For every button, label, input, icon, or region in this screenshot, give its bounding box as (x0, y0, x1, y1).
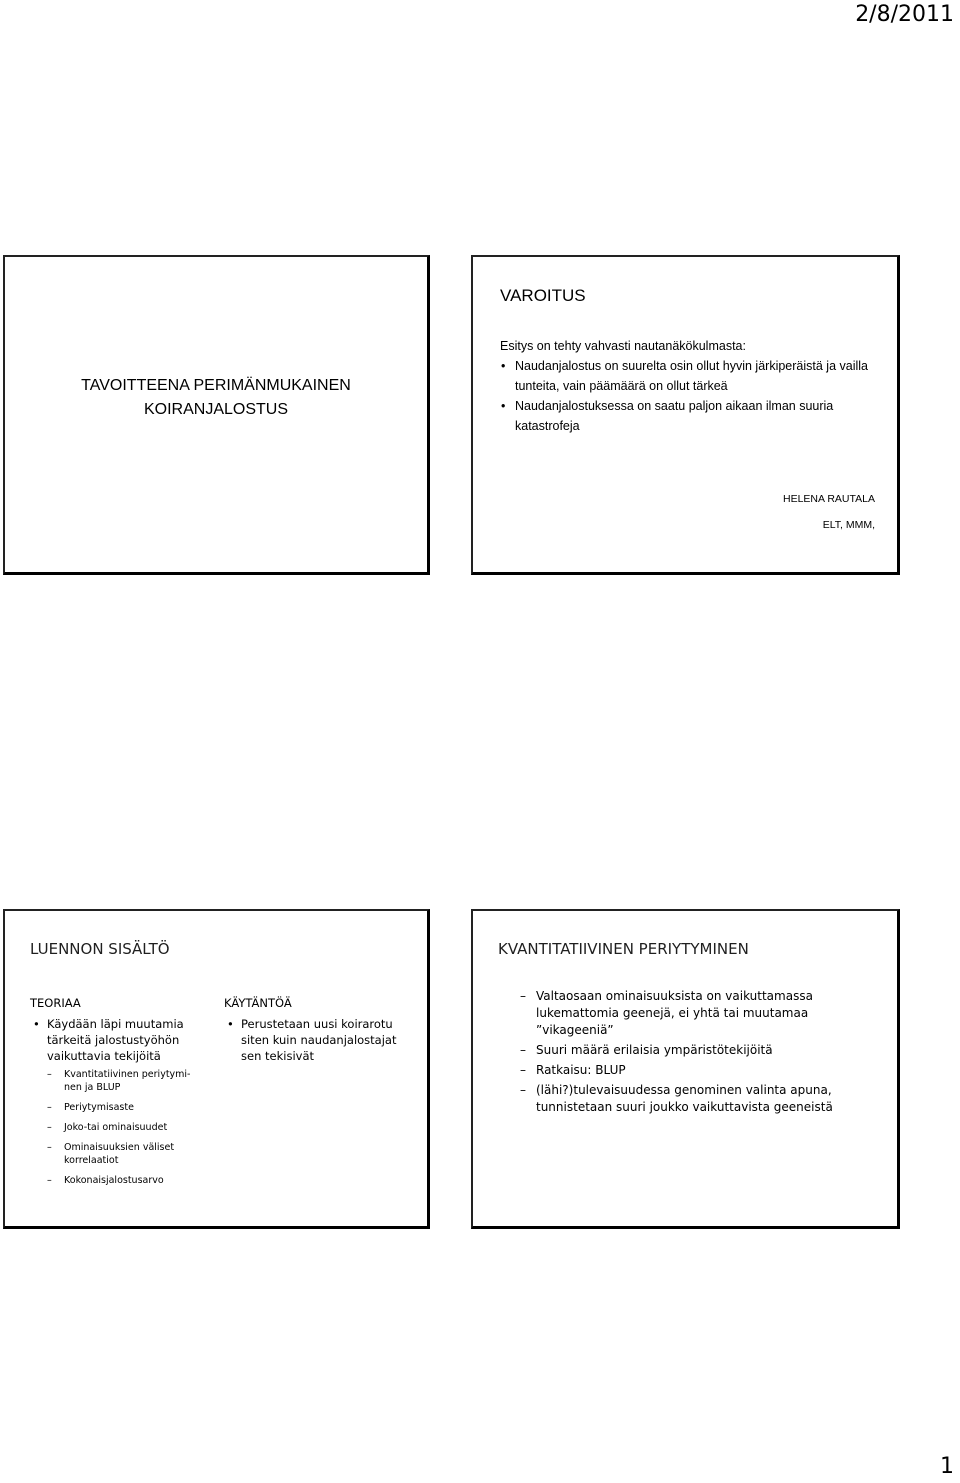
bullet-icon: • (501, 359, 506, 373)
sub-item (30, 1101, 205, 1114)
dash-icon: – (520, 1043, 526, 1057)
list-item (520, 988, 850, 1039)
dash-icon: – (47, 1175, 52, 1186)
slide-warning (471, 255, 900, 575)
bullet-item (500, 356, 880, 396)
bullet-text: Naudanjalostus on suurelta osin ollut hyvin järkiperäistä ja vailla tunteita, vain päämäärä on ollut tärkeä (515, 359, 868, 393)
author-credentials: ELT, MMM, (822, 519, 875, 531)
bullet-item (30, 1016, 205, 1064)
slide-title (5, 374, 427, 422)
bullet-text: Käydään läpi muutamia tärkeitä jalostustyöhön vaikuttavia tekijöitä (47, 1017, 184, 1063)
sub-item-text: Kokonaisjalostusarvo (64, 1175, 164, 1186)
list-item-text: Suuri määrä erilaisia ympäristötekijöitä (536, 1043, 773, 1057)
dash-icon: – (47, 1069, 52, 1080)
item-list (520, 988, 850, 1119)
author-block (783, 486, 875, 538)
slide-heading: VAROITUS (500, 286, 586, 305)
slide-heading: LUENNON SISÄLTÖ (30, 940, 170, 958)
sub-item (30, 1121, 205, 1134)
slide-contents (3, 909, 430, 1229)
slide-title-page (3, 255, 430, 575)
sub-item (30, 1141, 205, 1167)
sub-item-text: Joko-tai ominaisuudet (64, 1122, 168, 1133)
page-date: 2/8/2011 (855, 2, 954, 27)
bullet-icon: • (227, 1017, 234, 1031)
sub-item-text: Periytymisaste (64, 1102, 134, 1113)
intro-text: Esitys on tehty vahvasti nautanäkökulmasta: (500, 339, 746, 353)
list-item (520, 1062, 850, 1079)
bullet-icon: • (501, 399, 506, 413)
slide-body (500, 336, 880, 436)
list-item (520, 1042, 850, 1059)
dash-icon: – (520, 1083, 526, 1097)
column-heading: KÄYTÄNTÖÄ (224, 996, 292, 1010)
list-item-text: Valtaosaan ominaisuuksista on vaikuttamassa lukemattomia geenejä, ei yhtä tai muutamaa ”vikageeniä” (536, 989, 813, 1037)
dash-icon: – (520, 989, 526, 1003)
dash-icon: – (47, 1102, 52, 1113)
sub-item-text: Ominaisuuksien väliset korrelaatiot (64, 1142, 175, 1166)
list-item (520, 1082, 850, 1116)
bullet-icon: • (33, 1017, 40, 1031)
theory-column (30, 995, 205, 1194)
sub-item (30, 1174, 205, 1187)
practice-column (224, 995, 414, 1068)
slide-title-line-1: TAVOITTEENA PERIMÄNMUKAINEN (81, 377, 351, 394)
bullet-text: Perustetaan uusi koirarotu siten kuin naudanjalostajat sen tekisivät (241, 1017, 397, 1063)
sub-item-text: Kvantitatiivinen periytymi-nen ja BLUP (64, 1069, 191, 1093)
bullet-item (224, 1016, 414, 1064)
dash-icon: – (520, 1063, 526, 1077)
dash-icon: – (47, 1142, 52, 1153)
sub-item (30, 1068, 205, 1094)
bullet-item (500, 396, 880, 436)
list-item-text: (lähi?)tulevaisuudessa genominen valinta apuna, tunnistetaan suuri joukko vaikuttavista geeneistä (536, 1083, 833, 1114)
author-name: HELENA RAUTALA (782, 493, 875, 505)
column-heading: TEORIAA (30, 996, 81, 1010)
slide-title-line-2: KOIRANJALOSTUS (143, 401, 289, 418)
slide-heading: KVANTITATIIVINEN PERIYTYMINEN (498, 940, 749, 958)
slide-quantitative-inheritance (471, 909, 900, 1229)
bullet-text: Naudanjalostuksessa on saatu paljon aikaan ilman suuria katastrofeja (515, 399, 834, 433)
page-number: 1 (940, 1454, 954, 1479)
dash-icon: – (47, 1122, 52, 1133)
list-item-text: Ratkaisu: BLUP (536, 1063, 626, 1077)
